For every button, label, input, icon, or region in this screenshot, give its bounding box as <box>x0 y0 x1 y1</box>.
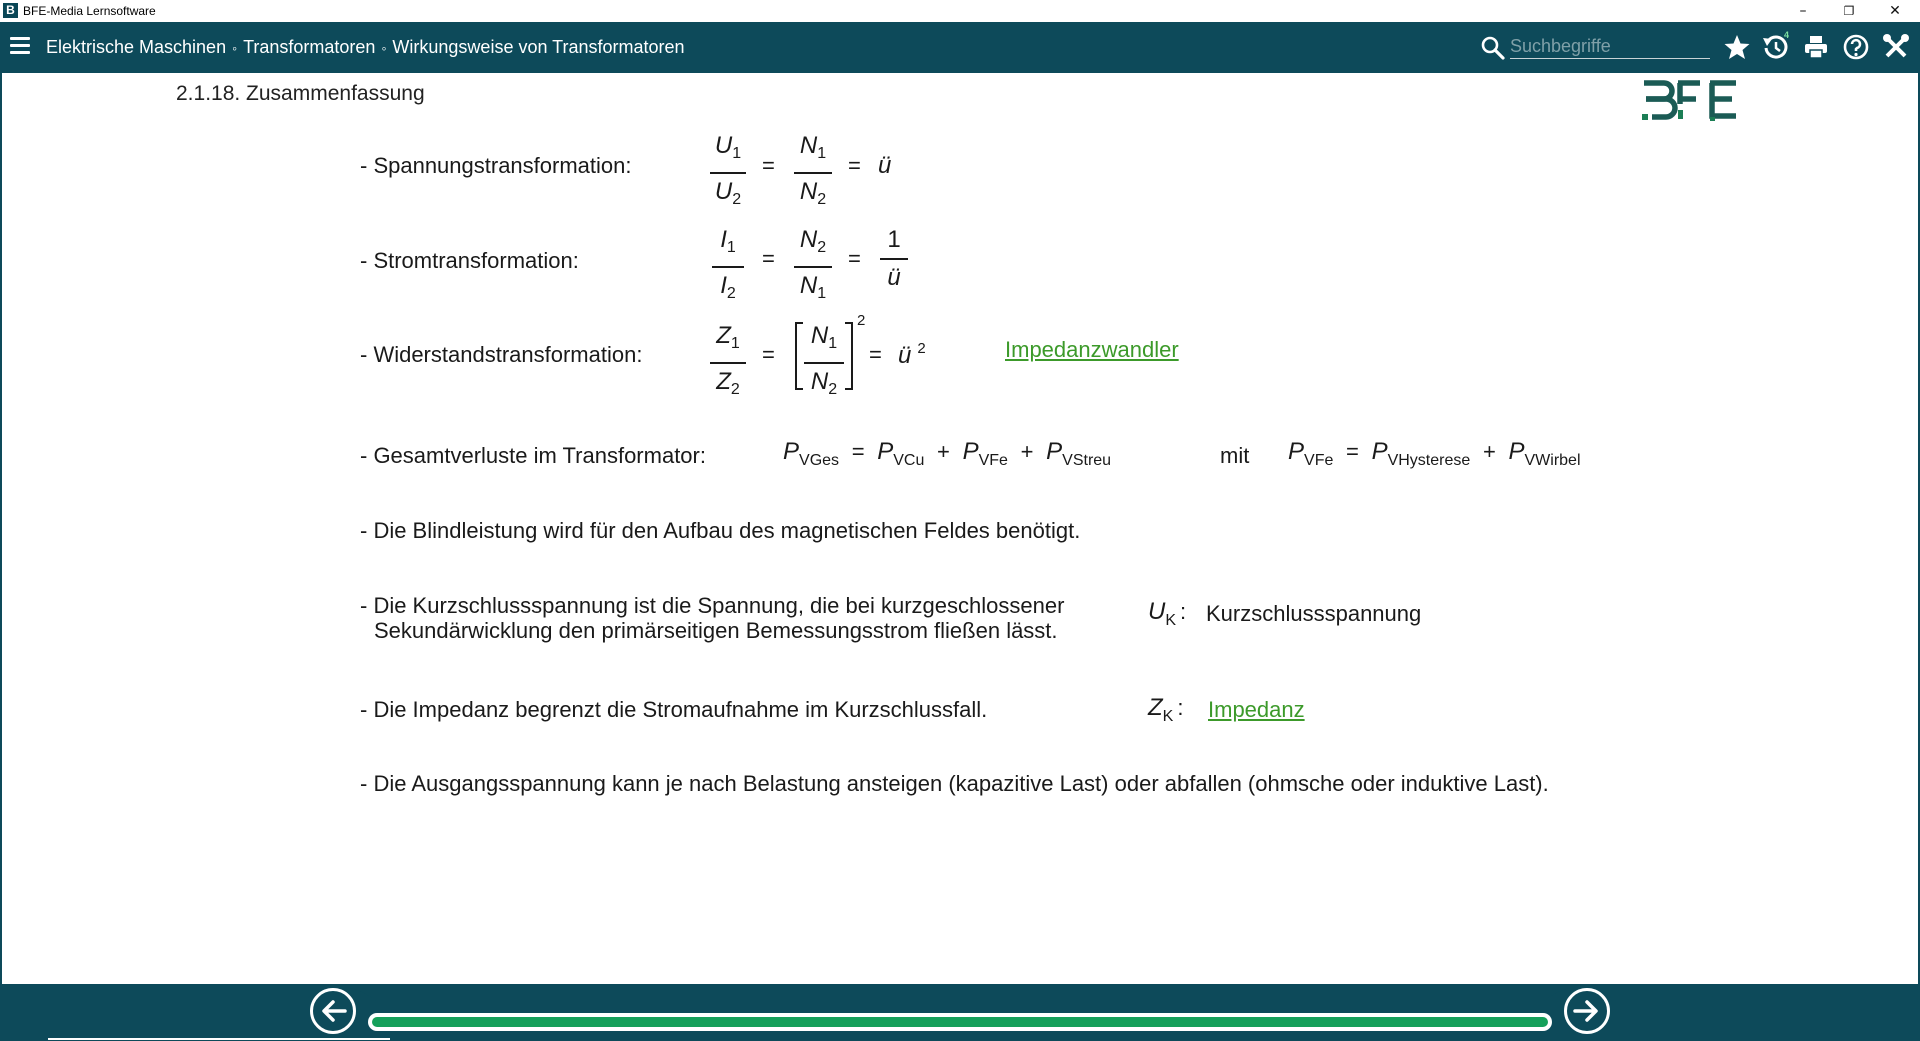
window-titlebar <box>0 0 1920 22</box>
label-stromtransformation: - Stromtransformation: <box>360 248 579 273</box>
fraction-u1-u2: $U_1$ $U_2$ <box>710 130 746 216</box>
fraction-n1-n2: $N_1$ $N_2$ <box>794 130 832 216</box>
exponent: 2 <box>857 312 866 329</box>
print-icon[interactable] <box>1802 33 1830 61</box>
breadcrumb-item[interactable]: Wirkungsweise von Transformatoren <box>392 37 685 57</box>
formula-pvges: $P_{VGes} = P_{VCu} + P_{VFe} + P_{VStreu}$ <box>783 438 1112 469</box>
favorites-star-icon[interactable] <box>1723 33 1751 61</box>
window-title: BFE-Media Lernsoftware <box>23 4 156 18</box>
minimize-icon[interactable]: – <box>1799 3 1807 19</box>
breadcrumb-item[interactable]: Elektrische Maschinen <box>46 37 227 57</box>
equals-sign: = <box>848 153 861 178</box>
arrow-right-icon <box>1573 997 1601 1025</box>
footer-divider <box>48 1038 390 1040</box>
text-blindleistung: - Die Blindleistung wird für den Aufbau des magnetischen Feldes benötigt. <box>360 518 1081 543</box>
formula-pvfe: $P_{VFe} = P_{VHysterese} + P_{VWirbel}$ <box>1288 438 1581 469</box>
label-spannungstransformation: - Spannungstransformation: <box>360 153 632 178</box>
fraction-1-ue: 1 ü <box>880 224 908 294</box>
bracket-left <box>795 322 803 390</box>
history-badge: 4 <box>1784 30 1790 40</box>
equals-sign: = <box>762 342 775 367</box>
close-icon[interactable]: ✕ <box>1889 3 1901 19</box>
bracket-right <box>845 322 853 390</box>
mit-label: mit <box>1220 443 1250 468</box>
breadcrumb-item[interactable]: Transformatoren <box>243 37 376 57</box>
search-input[interactable] <box>1510 34 1710 59</box>
symbol-ue: ü <box>878 152 892 179</box>
symbol-zk: $Z_K$ : <box>1148 694 1184 725</box>
progress-fill <box>372 1017 1548 1027</box>
menu-icon[interactable] <box>10 37 30 55</box>
search-box <box>1480 34 1710 60</box>
link-impedanzwandler[interactable]: Impedanzwandler <box>1005 337 1179 362</box>
link-impedanz[interactable]: Impedanz <box>1208 697 1305 722</box>
symbol-uk: $U_K$ : <box>1148 598 1187 629</box>
fraction-n2-n1: $N_2$ $N_1$ <box>794 224 832 310</box>
help-icon[interactable] <box>1842 33 1870 61</box>
page-title: 2.1.18. Zusammenfassung <box>176 82 425 105</box>
text-ausgangsspannung: - Die Ausgangsspannung kann je nach Belastung ansteigen (kapazitive Last) oder abfallen (ohmsche oder induktive Last). <box>360 771 1549 796</box>
label-widerstandstransformation: - Widerstandstransformation: <box>360 342 643 367</box>
text-kurzschluss-line1: - Die Kurzschlussspannung ist die Spannung, die bei kurzgeschlossener <box>360 593 1065 618</box>
search-icon[interactable] <box>1480 35 1506 61</box>
fraction-i1-i2: $I_1$ $I_2$ <box>712 224 744 310</box>
label-gesamtverluste: - Gesamtverluste im Transformator: <box>360 443 706 468</box>
prev-page-button[interactable] <box>310 988 356 1034</box>
text-kurzschlussspannung: Kurzschlussspannung <box>1206 601 1422 626</box>
app-icon: B <box>3 3 18 18</box>
bfe-logo <box>1640 80 1740 124</box>
equals-sign: = <box>848 246 861 271</box>
text-kurzschluss-line2: Sekundärwicklung den primärseitigen Bemessungsstrom fließen lässt. <box>374 618 1058 643</box>
equals-sign: = <box>762 153 775 178</box>
arrow-left-icon <box>319 997 347 1025</box>
text-impedanz: - Die Impedanz begrenzt die Stromaufnahme im Kurzschlussfall. <box>360 697 988 722</box>
restore-icon[interactable]: ❐ <box>1843 4 1855 18</box>
symbol-ue-squared: ü $^2$ <box>898 340 926 369</box>
equals-sign: = <box>762 246 775 271</box>
equals-sign: = <box>869 342 882 367</box>
breadcrumb: Elektrische Maschinen ◦ Transformatoren ◦ Wirkungsweise von Transformatoren <box>46 37 685 57</box>
next-page-button[interactable] <box>1564 988 1610 1034</box>
settings-tools-icon[interactable] <box>1882 33 1910 61</box>
fraction-n1-n2-squared: $N_1$ $N_2$ <box>804 320 844 406</box>
fraction-z1-z2: $Z_1$ $Z_2$ <box>710 320 746 406</box>
